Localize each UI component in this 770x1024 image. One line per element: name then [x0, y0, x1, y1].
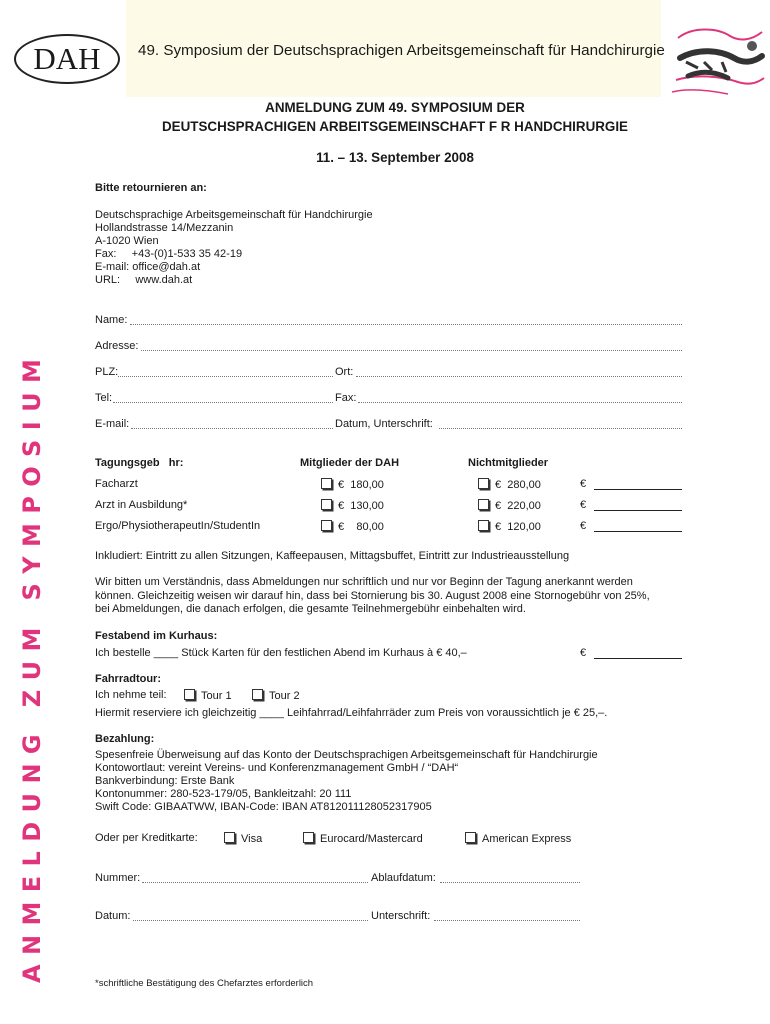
festabend-text: Ich bestelle ____ Stück Karten für den festlichen Abend im Kurhaus à € 40,– [95, 647, 467, 659]
email-label: E-mail: [95, 418, 130, 430]
name-field[interactable] [130, 324, 682, 325]
fahrradtour-title: Fahrradtour: [95, 673, 161, 685]
fee-member-option[interactable]: € 130,00 [321, 499, 384, 512]
fee-amount-field[interactable] [594, 510, 682, 511]
checkbox-icon[interactable] [478, 499, 489, 510]
footnote: *schriftliche Bestätigung des Chefarztes erforderlich [95, 978, 314, 989]
return-line: URL: www.dah.at [95, 274, 193, 286]
checkbox-icon[interactable] [321, 499, 332, 510]
participate-label: Ich nehme teil: [95, 689, 167, 701]
expiry-label: Ablaufdatum: [371, 872, 436, 884]
fee-amount-field[interactable] [594, 489, 682, 490]
payment-title: Bezahlung: [95, 733, 155, 745]
cancellation-line: können. Gleichzeitig weisen wir darauf hin, dass bei Stornierung bis 30. August 2008 eine Stornogebühr von 25%, [95, 590, 650, 602]
tour1-option[interactable]: Tour 1 [184, 689, 232, 702]
tour2-option[interactable]: Tour 2 [252, 689, 300, 702]
dah-logo: DAH [14, 34, 120, 84]
sidebar-vertical-title: ANMELDUNG ZUM SYMPOSIUM [18, 349, 46, 983]
tel-label: Tel: [95, 392, 113, 404]
checkbox-icon[interactable] [321, 478, 332, 489]
festabend-currency: € [580, 647, 587, 659]
date-signature-field[interactable] [439, 428, 682, 429]
checkbox-icon[interactable] [478, 478, 489, 489]
date-signature-label: Datum, Unterschrift: [335, 418, 433, 430]
hand-illustration-icon [668, 18, 766, 98]
festabend-title: Festabend im Kurhaus: [95, 630, 218, 642]
fee-nonmember-option[interactable]: € 120,00 [478, 520, 541, 533]
expiry-field[interactable] [440, 882, 580, 883]
date-field[interactable] [133, 920, 368, 921]
fees-header-nonmembers: Nichtmitglieder [468, 457, 549, 469]
fee-member-option[interactable]: € 180,00 [321, 478, 384, 491]
fee-nonmember-option[interactable]: € 280,00 [478, 478, 541, 491]
form-title-line1: ANMELDUNG ZUM 49. SYMPOSIUM DER [265, 100, 525, 115]
fee-amount-field[interactable] [594, 531, 682, 532]
event-date: 11. – 13. September 2008 [316, 150, 474, 165]
return-line: Hollandstrasse 14/Mezzanin [95, 222, 234, 234]
signature-field[interactable] [434, 920, 580, 921]
checkbox-icon[interactable] [184, 689, 195, 700]
return-line: E-mail: office@dah.at [95, 261, 201, 273]
card-option-visa[interactable]: Visa [224, 832, 262, 845]
payment-line: Bankverbindung: Erste Bank [95, 775, 235, 787]
plz-label: PLZ: [95, 366, 119, 378]
ort-label: Ort: [335, 366, 354, 378]
form-title-line2: DEUTSCHSPRACHIGEN ARBEITSGEMEINSCHAFT F R HANDCHIRURGIE [162, 119, 628, 134]
card-option-mastercard[interactable]: Eurocard/Mastercard [303, 832, 423, 845]
included-text: Inkludiert: Eintritt zu allen Sitzungen, Kaffeepausen, Mittagsbuffet, Eintritt zur Industrieausstellung [95, 550, 570, 562]
return-line: Deutschsprachige Arbeitsgemeinschaft für Handchirurgie [95, 209, 373, 221]
checkbox-icon[interactable] [321, 520, 332, 531]
fee-member-option[interactable]: € 80,00 [321, 520, 384, 533]
fee-nonmember-option[interactable]: € 220,00 [478, 499, 541, 512]
signature-label: Unterschrift: [371, 910, 431, 922]
address-label: Adresse: [95, 340, 139, 352]
fee-currency: € [580, 478, 587, 490]
checkbox-icon[interactable] [478, 520, 489, 531]
checkbox-icon[interactable] [224, 832, 235, 843]
ort-field[interactable] [356, 376, 682, 377]
fax-label: Fax: [335, 392, 357, 404]
tel-field[interactable] [113, 402, 333, 403]
checkbox-icon[interactable] [465, 832, 476, 843]
return-line: Fax: +43-(0)1-533 35 42-19 [95, 248, 243, 260]
cancellation-line: Wir bitten um Verständnis, dass Abmeldungen nur schriftlich und nur vor Beginn der Tagung anerkannt werden [95, 576, 633, 588]
email-field[interactable] [131, 428, 333, 429]
payment-line: Spesenfreie Überweisung auf das Konto der Deutschsprachigen Arbeitsgemeinschaft für Handchirurgie [95, 749, 598, 761]
checkbox-icon[interactable] [252, 689, 263, 700]
symposium-title: 49. Symposium der Deutschsprachigen Arbeitsgemeinschaft für Handchirurgie [138, 42, 665, 59]
return-line: A-1020 Wien [95, 235, 159, 247]
payment-line: Swift Code: GIBAATWW, IBAN-Code: IBAN AT812011128052317905 [95, 801, 432, 813]
payment-line: Kontonummer: 280-523-179/05, Bankleitzahl: 20 111 [95, 788, 352, 800]
fee-currency: € [580, 499, 587, 511]
card-number-field[interactable] [142, 882, 368, 883]
fee-row-label: Arzt in Ausbildung* [95, 499, 188, 511]
bike-rental-text: Hiermit reserviere ich gleichzeitig ____ Leihfahrrad/Leihfahrräder zum Preis von voraussichtlich je € 25,–. [95, 707, 608, 719]
checkbox-icon[interactable] [303, 832, 314, 843]
plz-field[interactable] [118, 376, 333, 377]
fee-row-label: Ergo/PhysiotherapeutIn/StudentIn [95, 520, 261, 532]
cancellation-line: bei Abmeldungen, die danach erfolgen, die gesamte Teilnehmergebühr einbehalten wird. [95, 603, 526, 615]
card-option-amex[interactable]: American Express [465, 832, 571, 845]
card-number-label: Nummer: [95, 872, 141, 884]
address-field[interactable] [141, 350, 682, 351]
payment-line: Kontowortlaut: vereint Vereins- und Konferenzmanagement GmbH / “DAH“ [95, 762, 459, 774]
card-label: Oder per Kreditkarte: [95, 832, 198, 844]
fee-row-label: Facharzt [95, 478, 138, 490]
date-label: Datum: [95, 910, 131, 922]
name-label: Name: [95, 314, 128, 326]
festabend-amount-field[interactable] [594, 658, 682, 659]
return-label: Bitte retournieren an: [95, 182, 207, 194]
fax-field[interactable] [358, 402, 682, 403]
fees-header-type: Tagungsgeb hr: [95, 457, 184, 469]
fees-header-members: Mitglieder der DAH [300, 457, 400, 469]
fee-currency: € [580, 520, 587, 532]
